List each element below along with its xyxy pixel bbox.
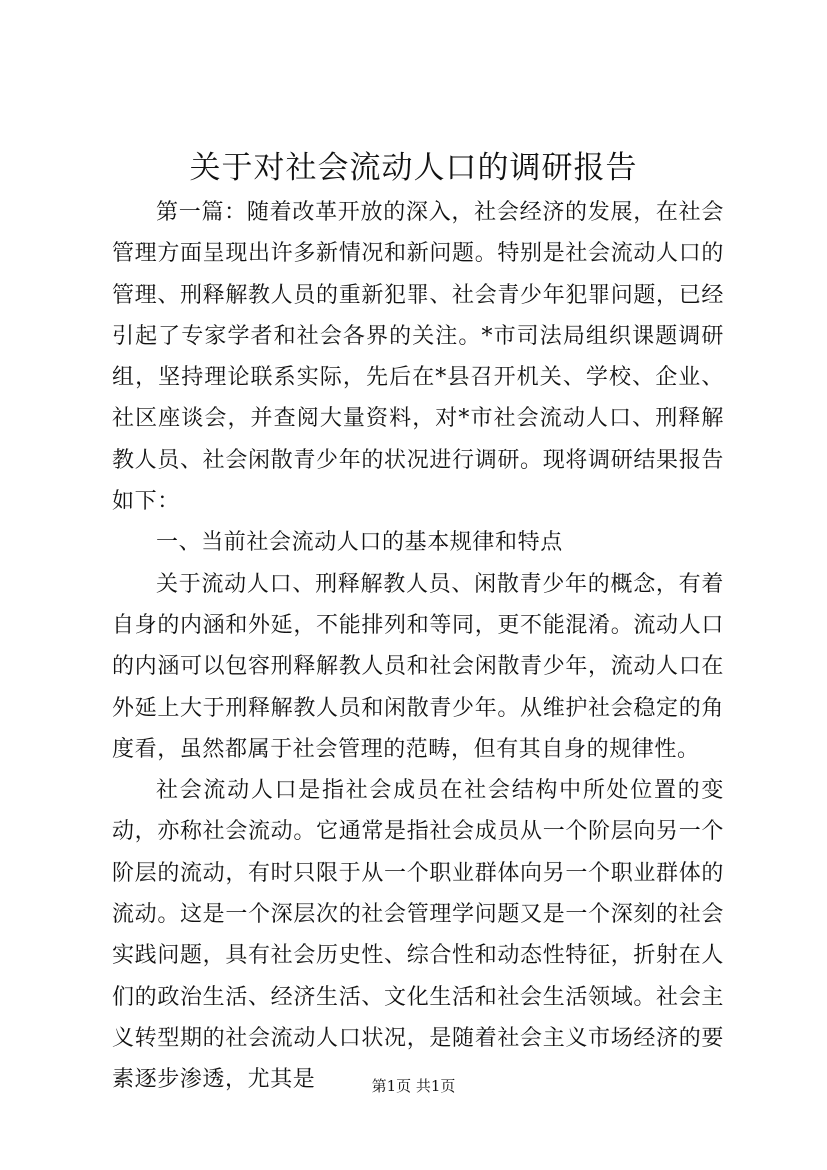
paragraph-intro: 第一篇：随着改革开放的深入，社会经济的发展，在社会管理方面呈现出许多新情况和新问题。特别是社会流动人口的管理、刑释解教人员的重新犯罪、社会青少年犯罪问题，已经引起了专家学者和社会各界的关注。*市司法局组织课题调研组，坚持理论联系实际，先后在*县召开机关、学校、企业、社区座谈会，并查阅大量资料，对*市社会流动人口、刑释解教人员、社会闲散青少年的状况进行调研。现将调研结果报告如下： (112, 200, 724, 515)
section-heading: 一、当前社会流动人口的基本规律和特点 (156, 530, 563, 556)
page-footer: 第1页 共1页 (371, 1077, 456, 1095)
document-title: 关于对社会流动人口的调研报告 (189, 150, 638, 186)
paragraph-definition: 社会流动人口是指社会成员在社会结构中所处位置的变动，亦称社会流动。它通常是指社会成员从一个阶层向另一个阶层的流动，有时只限于从一个职业群体向另一个职业群体的流动。这是一个深层次的社会管理学问题又是一个深刻的社会实践问题，具有社会历史性、综合性和动态性特征，折射在人们的政治生活、经济生活、文化生活和社会生活领域。社会主义转型期的社会流动人口状况，是随着社会主义市场经济的要素逐步渗透，尤其是 (112, 778, 724, 1093)
paragraph-concepts: 关于流动人口、刑释解教人员、闲散青少年的概念，有着自身的内涵和外延，不能排列和等同，更不能混淆。流动人口的内涵可以包容刑释解教人员和社会闲散青少年，流动人口在外延上大于刑释解教人员和闲散青少年。从维护社会稳定的角度看，虽然都属于社会管理的范畴，但有其自身的规律性。 (112, 571, 724, 762)
document-body (112, 192, 724, 1101)
